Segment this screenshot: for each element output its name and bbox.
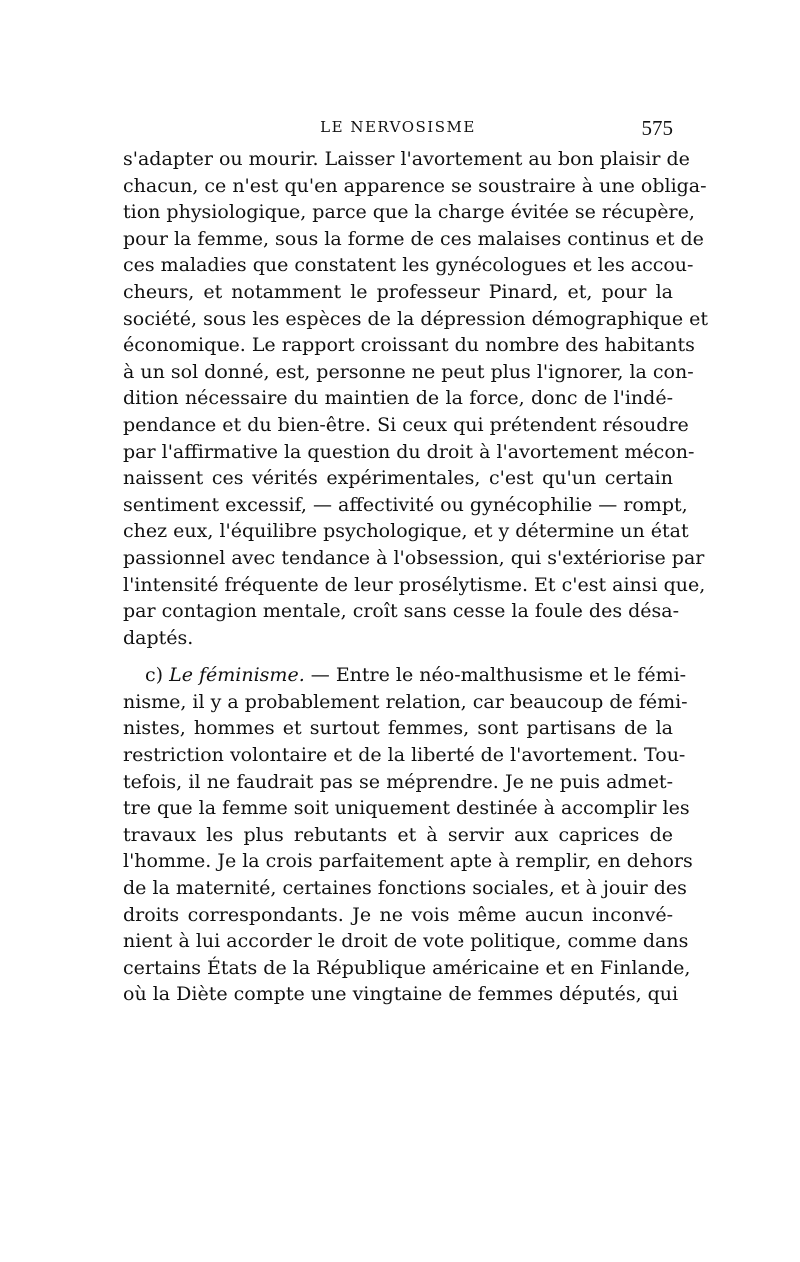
paragraph-line: tefois, il ne faudrait pas se méprendre. Je ne puis admet- bbox=[123, 770, 673, 793]
paragraph-line: certains États de la République américaine et en Finlande, bbox=[123, 956, 691, 979]
paragraph-line: nistes, hommes et surtout femmes, sont partisans de la bbox=[123, 717, 673, 740]
paragraph-line: pour la femme, sous la forme de ces malaises continus et de bbox=[123, 227, 704, 250]
page-number: 575 bbox=[641, 116, 673, 140]
paragraph-line: ces maladies que constatent les gynécologues et les accou- bbox=[123, 254, 694, 277]
paragraph-line: où la Diète compte une vingtaine de femmes députés, qui bbox=[123, 983, 679, 1006]
paragraph-line: cheurs, et notamment le professeur Pinard, et, pour la bbox=[123, 280, 673, 303]
paragraph-line: tre que la femme soit uniquement destinée à accomplir les bbox=[123, 797, 690, 820]
paragraph-line: par contagion mentale, croît sans cesse la foule des désa- bbox=[123, 600, 680, 623]
paragraph-line: l'homme. Je la crois parfaitement apte à remplir, en dehors bbox=[123, 850, 693, 873]
paragraph-line: naissent ces vérités expérimentales, c'est qu'un certain bbox=[123, 467, 673, 490]
paragraph-line: société, sous les espèces de la dépression démographique et bbox=[123, 307, 709, 330]
paragraph-line: à un sol donné, est, personne ne peut plus l'ignorer, la con- bbox=[123, 360, 694, 383]
running-title: LE NERVOSISME bbox=[320, 118, 476, 136]
paragraph-line: droits correspondants. Je ne vois même aucun inconvé- bbox=[123, 903, 673, 926]
paragraph-line: chacun, ce n'est qu'en apparence se soustraire à une obliga- bbox=[123, 174, 707, 197]
paragraph-line: restriction volontaire et de la liberté de l'avortement. Tou- bbox=[123, 744, 686, 767]
running-head bbox=[123, 116, 673, 140]
text-block bbox=[123, 146, 709, 1008]
paragraph-line: s'adapter ou mourir. Laisser l'avortement au bon plaisir de bbox=[123, 148, 690, 170]
paragraph-nervosisme bbox=[123, 146, 709, 651]
paragraph-feminisme bbox=[123, 662, 693, 1008]
paragraph-line: pendance et du bien-être. Si ceux qui prétendent résoudre bbox=[123, 413, 689, 436]
paragraph-line: nisme, il y a probablement relation, car beaucoup de fémi- bbox=[123, 690, 688, 713]
paragraph-line bbox=[123, 662, 687, 689]
section-heading-continuation: — Entre le néo-malthusisme et le fémi- bbox=[304, 664, 687, 687]
paragraph-line: l'intensité fréquente de leur prosélytisme. Et c'est ainsi que, bbox=[123, 573, 706, 596]
section-label: c) bbox=[145, 664, 170, 687]
paragraph-line: nient à lui accorder le droit de vote politique, comme dans bbox=[123, 930, 689, 953]
paragraph-line: économique. Le rapport croissant du nombre des habitants bbox=[123, 334, 695, 357]
paragraph-line: de la maternité, certaines fonctions sociales, et à jouir des bbox=[123, 877, 687, 900]
paragraph-line: sentiment excessif, — affectivité ou gynécophilie — rompt, bbox=[123, 493, 688, 516]
paragraph-line: chez eux, l'équilibre psychologique, et y détermine un état bbox=[123, 520, 689, 543]
paragraph-line: tion physiologique, parce que la charge évitée se récupère, bbox=[123, 201, 695, 224]
paragraph-spacer bbox=[123, 651, 673, 662]
paragraph-feminisme-lines bbox=[123, 689, 693, 1008]
paragraph-line: travaux les plus rebutants et à servir aux caprices de bbox=[123, 823, 673, 846]
paragraph-line: passionnel avec tendance à l'obsession, qui s'extériorise par bbox=[123, 546, 705, 569]
paragraph-line: par l'affirmative la question du droit à l'avortement mécon- bbox=[123, 440, 695, 463]
paragraph-line: daptés. bbox=[123, 626, 194, 649]
section-heading: Le féminisme. bbox=[169, 664, 305, 687]
paragraph-line: dition nécessaire du maintien de la force, donc de l'indé- bbox=[123, 387, 673, 410]
